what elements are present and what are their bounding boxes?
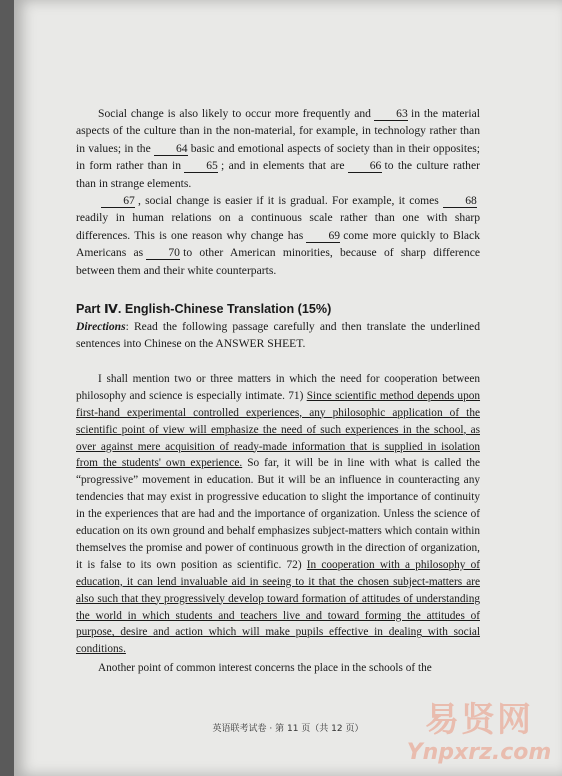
cloze-paragraph-2 bbox=[76, 192, 480, 279]
underlined-sentence-71: Since scientific method depends upon first-hand experimental controlled experiences, any philosophic application of the scientific point of view will emphasize the need of such experiences in the school, as over against mere acquisition of ready-made information that is supplied in isolation from the students' own experience. bbox=[76, 389, 481, 470]
directions-text: : Read the following passage carefully and then translate the underlined sentences into Chinese on the ANSWER SHEET. bbox=[76, 320, 480, 351]
text: I shall mention two or three matters in which the need for cooperation between philosophy and science is especially intimate. 71) bbox=[76, 372, 480, 402]
watermark-chinese: 易贤网 bbox=[425, 700, 533, 740]
page-footer: 英语联考试卷 · 第 11 页（共 12 页） bbox=[212, 724, 364, 734]
text: in the material aspects of the culture than in the non-material, for example, in technology rather than in values; in the bbox=[76, 107, 480, 155]
directions-label: Directions bbox=[76, 320, 126, 334]
blank-66: 66 bbox=[348, 159, 382, 173]
text: come more quickly to Black Americans as bbox=[76, 228, 480, 260]
blank-63: 63 bbox=[374, 107, 408, 121]
translation-passage bbox=[76, 371, 480, 658]
blank-64: 64 bbox=[154, 142, 188, 156]
text: So far, it will be in line with what is called the “progressive” movement in education. But it will be an influence in counteracting any tendencies that may exist in progressive education to slight the importance of continuity in the experiences that are had and the importance of organization. Unless the science of education on its own ground and behalf emphasizes subject-matters which contain within themselves the promise and power of continuous growth in the direction of organization, it is false to its own position as scientific. 72) bbox=[76, 457, 480, 571]
text: to the culture rather than in strange elements. bbox=[76, 159, 480, 190]
text: basic and emotional aspects of society than in their opposites; in form rather than in bbox=[76, 141, 480, 173]
text: Social change is also likely to occur more frequently and bbox=[98, 107, 371, 120]
watermark-logo bbox=[394, 700, 562, 766]
text: to other American minorities, because of sharp difference between them and their white counterparts. bbox=[76, 246, 480, 277]
underlined-sentence-72: In cooperation with a philosophy of education, it can lend invaluable aid in seeing to it that the chosen subject-matters are also such that they progressively develop toward formation of attitudes of understanding the world in which students and teachers live and toward forming the attitudes of purpose, desire and action which will make pupils effective in dealing with social conditions. bbox=[76, 558, 481, 656]
directions bbox=[76, 318, 480, 353]
text: ; and in elements that are bbox=[221, 159, 345, 173]
text: , social change is easier if it is gradual. For example, it comes bbox=[138, 194, 439, 208]
blank-65: 65 bbox=[184, 159, 218, 173]
watermark-url: Ynpxrz.com bbox=[406, 740, 552, 765]
blank-70: 70 bbox=[146, 246, 180, 260]
exam-page bbox=[14, 0, 562, 776]
cloze-paragraph-1 bbox=[76, 105, 480, 192]
section-title: Part Ⅳ. English-Chinese Translation (15%) bbox=[76, 302, 332, 317]
blank-69: 69 bbox=[306, 229, 340, 243]
passage-continuation: Another point of common interest concerns the place in the schools of the bbox=[98, 662, 432, 675]
page-content bbox=[76, 105, 480, 677]
blank-68: 68 bbox=[443, 194, 477, 208]
text: readily in human relations on a continuous scale rather than one with sharp differences. This is one reason why change has bbox=[76, 211, 480, 242]
blank-67: 67 bbox=[101, 194, 135, 208]
